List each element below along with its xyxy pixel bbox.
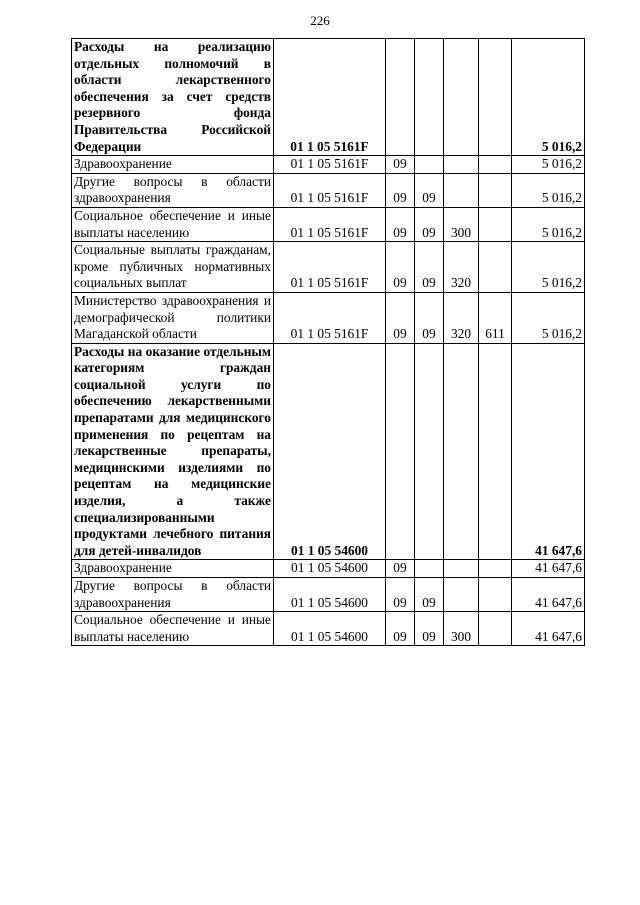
row-administrator — [479, 156, 512, 174]
row-amount: 5 016,2 — [512, 39, 585, 156]
row-amount: 41 647,6 — [512, 343, 585, 560]
row-amount: 5 016,2 — [512, 156, 585, 174]
table-row — [72, 292, 585, 343]
row-name: Расходы на оказание отдельным категориям граждан социальной услуги по обеспечению лекарственными препаратами для медицинского применения по рецептам на лекарственные препараты, медицинскими изделиями по рецептам на медицинские изделия, а также специализированными продуктами лечебного питания для детей-инвалидов — [72, 343, 274, 560]
table-row — [72, 560, 585, 578]
row-section: 09 — [386, 173, 415, 207]
row-amount: 5 016,2 — [512, 292, 585, 343]
row-section: 09 — [386, 207, 415, 241]
table-row — [72, 343, 585, 560]
row-section: 09 — [386, 612, 415, 646]
row-amount: 5 016,2 — [512, 207, 585, 241]
row-expense-type — [444, 173, 479, 207]
row-section: 09 — [386, 292, 415, 343]
row-subsection: 09 — [415, 207, 444, 241]
row-section: 09 — [386, 156, 415, 174]
row-name: Социальное обеспечение и иные выплаты населению — [72, 612, 274, 646]
row-section: 09 — [386, 242, 415, 293]
row-expense-type — [444, 156, 479, 174]
table-row — [72, 39, 585, 156]
row-name: Здравоохранение — [72, 560, 274, 578]
row-subsection — [415, 39, 444, 156]
page-number: 226 — [310, 13, 330, 28]
table-row — [72, 207, 585, 241]
row-name: Социальное обеспечение и иные выплаты населению — [72, 207, 274, 241]
row-target-code: 01 1 05 54600 — [274, 343, 386, 560]
row-target-code: 01 1 05 54600 — [274, 612, 386, 646]
row-target-code: 01 1 05 54600 — [274, 560, 386, 578]
row-target-code: 01 1 05 5161F — [274, 156, 386, 174]
row-amount: 5 016,2 — [512, 242, 585, 293]
row-section — [386, 343, 415, 560]
table-row — [72, 173, 585, 207]
row-administrator — [479, 242, 512, 293]
row-name: Другие вопросы в области здравоохранения — [72, 173, 274, 207]
row-target-code: 01 1 05 54600 — [274, 578, 386, 612]
row-expense-type — [444, 560, 479, 578]
row-amount: 41 647,6 — [512, 560, 585, 578]
row-target-code: 01 1 05 5161F — [274, 173, 386, 207]
row-subsection: 09 — [415, 612, 444, 646]
row-subsection: 09 — [415, 578, 444, 612]
table-row — [72, 156, 585, 174]
row-administrator — [479, 612, 512, 646]
row-section — [386, 39, 415, 156]
row-subsection — [415, 560, 444, 578]
row-amount: 5 016,2 — [512, 173, 585, 207]
row-subsection: 09 — [415, 173, 444, 207]
row-target-code: 01 1 05 5161F — [274, 207, 386, 241]
row-expense-type: 320 — [444, 242, 479, 293]
budget-table-body — [72, 39, 585, 646]
row-subsection: 09 — [415, 242, 444, 293]
table-row — [72, 612, 585, 646]
row-name: Расходы на реализацию отдельных полномочий в области лекарственного обеспечения за счет средств резервного фонда Правительства Российской Федерации — [72, 39, 274, 156]
row-expense-type: 300 — [444, 207, 479, 241]
row-administrator: 611 — [479, 292, 512, 343]
row-name: Министерство здравоохранения и демографической политики Магаданской области — [72, 292, 274, 343]
row-name: Здравоохранение — [72, 156, 274, 174]
row-expense-type — [444, 39, 479, 156]
row-subsection — [415, 156, 444, 174]
row-administrator — [479, 207, 512, 241]
row-administrator — [479, 578, 512, 612]
budget-table — [71, 38, 585, 646]
row-target-code: 01 1 05 5161F — [274, 39, 386, 156]
row-name: Социальные выплаты гражданам, кроме публичных нормативных социальных выплат — [72, 242, 274, 293]
row-subsection — [415, 343, 444, 560]
table-row — [72, 242, 585, 293]
row-expense-type: 300 — [444, 612, 479, 646]
row-name: Другие вопросы в области здравоохранения — [72, 578, 274, 612]
row-administrator — [479, 39, 512, 156]
row-administrator — [479, 560, 512, 578]
row-amount: 41 647,6 — [512, 578, 585, 612]
row-section: 09 — [386, 560, 415, 578]
row-administrator — [479, 173, 512, 207]
row-subsection: 09 — [415, 292, 444, 343]
row-administrator — [479, 343, 512, 560]
row-section: 09 — [386, 578, 415, 612]
row-expense-type: 320 — [444, 292, 479, 343]
table-row — [72, 578, 585, 612]
row-expense-type — [444, 343, 479, 560]
row-target-code: 01 1 05 5161F — [274, 292, 386, 343]
row-amount: 41 647,6 — [512, 612, 585, 646]
row-expense-type — [444, 578, 479, 612]
row-target-code: 01 1 05 5161F — [274, 242, 386, 293]
